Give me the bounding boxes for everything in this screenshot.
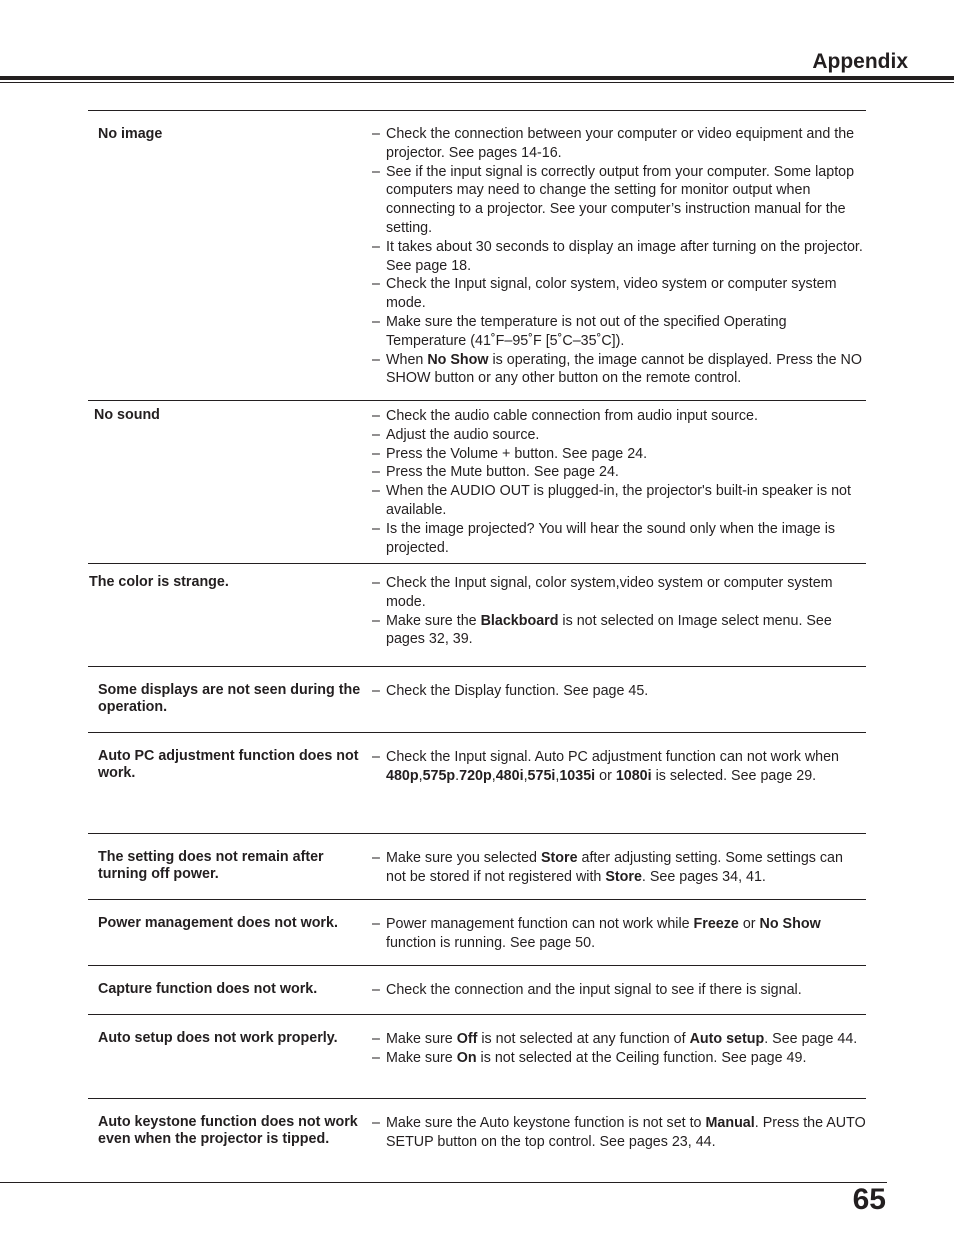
problem-label: Power management does not work. [98, 915, 338, 931]
solution-emphasis: 720p [459, 767, 492, 784]
solution-text: . See page 44. [764, 1031, 858, 1047]
solution-text: is selected. See page 29. [651, 767, 817, 784]
table-row [88, 563, 866, 666]
solution-item [372, 1030, 866, 1049]
footer-rule [0, 1182, 887, 1183]
solution-text: Check the Input signal, color system,video system or computer system mode. [386, 575, 833, 610]
solution-list [88, 401, 866, 557]
solution-text: is not selected on Image select menu. See pages 32, 39. [386, 612, 832, 648]
problem-label: Some displays are not seen during the operation. [98, 682, 361, 715]
solution-text: Check the Display function. See page 45. [386, 683, 649, 699]
table-row [88, 732, 866, 833]
solution-item [372, 915, 866, 953]
solution-item [372, 849, 866, 887]
solution-emphasis: Freeze [693, 916, 739, 932]
solution-text: . [455, 767, 460, 784]
solution-emphasis: Off [456, 1031, 478, 1047]
solution-text: Check the connection between your computer or video equipment and the projector. See pages 14-16. [386, 126, 855, 161]
table-row [88, 899, 866, 965]
solution-emphasis: No Show [759, 916, 821, 932]
solution-item [372, 125, 866, 163]
table-row [88, 1098, 866, 1189]
problem-label: Auto PC adjustment function does not work. [98, 748, 359, 781]
solution-item [372, 445, 866, 464]
solution-emphasis: Store [540, 850, 578, 866]
solution-emphasis: Auto setup [689, 1031, 765, 1047]
solution-item [372, 682, 866, 701]
solution-text: Power management function can not work while [386, 916, 694, 932]
solution-text: after adjusting setting. Some settings can not be stored if not registered with [386, 850, 843, 885]
troubleshooting-table [88, 110, 866, 1189]
solution-item [372, 463, 866, 482]
solution-emphasis: 1080i [615, 767, 652, 784]
problem-label: Auto setup does not work properly. [98, 1030, 338, 1046]
solution-list [88, 111, 866, 388]
solution-emphasis: 480p [386, 767, 419, 784]
header-rule [0, 76, 954, 80]
solution-text: or [595, 767, 616, 784]
solution-emphasis: Store [605, 868, 642, 885]
solution-item [372, 1114, 866, 1152]
solution-text: Make sure you selected [386, 850, 541, 866]
solution-text: Adjust the audio source. [386, 426, 540, 443]
solution-text: See if the input signal is correctly output from your computer. Some laptop computers may need to change the setting for monitor output when connecting to a projector. See your computer’s instruction manual for the setting. [386, 163, 855, 236]
header-rule-thin [0, 82, 954, 83]
solution-emphasis: On [456, 1049, 477, 1066]
problem-label: The color is strange. [89, 574, 229, 590]
problem-label: Auto keystone function does not work even when the projector is tipped. [98, 1114, 358, 1147]
solution-text: When the AUDIO OUT is plugged-in, the projector's built-in speaker is not available. [386, 483, 851, 518]
solution-item [372, 163, 866, 238]
solution-item [372, 407, 866, 426]
solution-text: , [523, 767, 528, 784]
solution-text: , [555, 767, 560, 784]
solution-text: or [738, 916, 760, 932]
table-row [88, 400, 866, 563]
solution-text: is not selected at any function of [477, 1031, 690, 1047]
solution-text: Is the image projected? You will hear the sound only when the image is projected. [386, 520, 836, 556]
solution-text: Check the Input signal, color system, video system or computer system mode. [386, 276, 837, 312]
solution-text: , [418, 767, 423, 784]
solution-text: is operating, the image cannot be displayed. Press the NO SHOW button or any other button on the remote control. [386, 351, 863, 387]
solution-item [372, 1049, 866, 1068]
problem-label: Capture function does not work. [98, 981, 318, 997]
problem-label: No image [98, 126, 163, 142]
solution-item [372, 351, 866, 389]
solution-text: Make sure the [386, 612, 481, 629]
solution-text: function is running. See page 50. [386, 934, 596, 951]
table-row [88, 1014, 866, 1098]
solution-text: . See pages 34, 41. [641, 868, 766, 885]
solution-item [372, 981, 866, 1000]
solution-item [372, 482, 866, 520]
solution-emphasis: Manual [705, 1115, 755, 1131]
solution-item [372, 313, 866, 351]
page-number: 65 [852, 1183, 886, 1216]
table-row [88, 965, 866, 1014]
solution-text: Make sure [386, 1049, 457, 1066]
section-title: Appendix [812, 50, 908, 73]
solution-item [372, 612, 866, 650]
solution-text: , [491, 767, 496, 784]
solution-item [372, 748, 866, 786]
problem-label: No sound [94, 407, 160, 423]
solution-text: is not selected at the Ceiling function. See page 49. [476, 1049, 807, 1066]
solution-emphasis: 480i [495, 767, 524, 784]
problem-label: The setting does not remain after turning off power. [98, 849, 324, 882]
solution-text: Check the connection and the input signal to see if there is signal. [386, 982, 802, 998]
solution-item [372, 426, 866, 445]
solution-item [372, 238, 866, 276]
solution-item [372, 520, 866, 558]
solution-item [372, 574, 866, 612]
solution-emphasis: 575p [422, 767, 456, 784]
solution-text: Make sure the temperature is not out of the specified Operating Temperature (41˚F–95˚F [5˚C–35˚C]). [386, 313, 787, 349]
solution-emphasis: 1035i [559, 767, 596, 784]
solution-text: Press the Volume + button. See page 24. [386, 445, 648, 462]
solution-emphasis: No Show [427, 351, 489, 368]
solution-text: Make sure [386, 1031, 457, 1047]
solution-text: Press the Mute button. See page 24. [386, 464, 619, 481]
solution-text: Make sure the Auto keystone function is not set to [386, 1115, 706, 1131]
solution-text: . Press the AUTO SETUP button on the top control. See pages 23, 44. [386, 1115, 866, 1150]
solution-item [372, 275, 866, 313]
solution-text: Check the Input signal. Auto PC adjustment function can not work when [386, 749, 839, 765]
table-row [88, 110, 866, 400]
solution-text: It takes about 30 seconds to display an image after turning on the projector. See page 18. [386, 238, 863, 274]
solution-text: When [386, 351, 428, 368]
solution-text: Check the audio cable connection from audio input source. [386, 408, 758, 424]
table-row [88, 666, 866, 732]
solution-emphasis: Blackboard [480, 612, 559, 629]
solution-emphasis: 575i [527, 767, 556, 784]
table-row [88, 833, 866, 899]
